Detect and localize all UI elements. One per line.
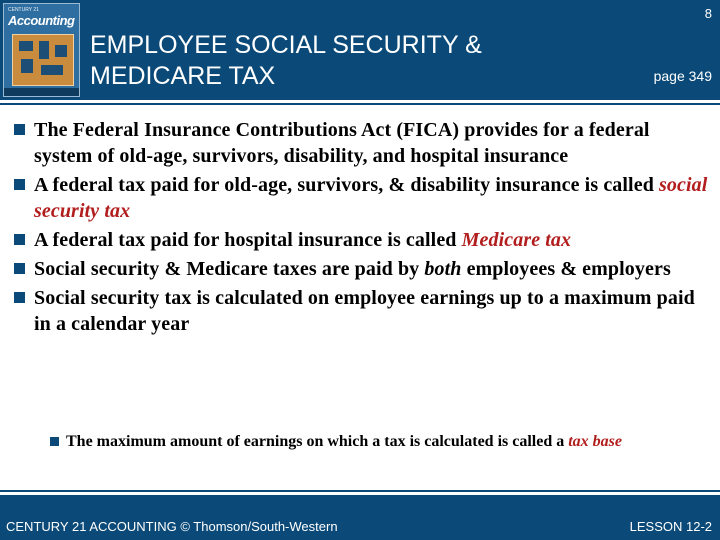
textbook-cover-image — [3, 3, 80, 97]
cover-title: Accounting — [8, 13, 75, 28]
bullet-text: A federal tax paid for hospital insurance is called — [34, 229, 462, 251]
bullet-list — [12, 117, 712, 340]
bullet-item — [12, 172, 712, 224]
cover-small-text: CENTURY 21 — [8, 7, 39, 13]
sub-bullet-text: The maximum amount of earnings on which a tax is calculated is called a — [66, 433, 569, 450]
lesson-label: LESSON 12-2 — [629, 519, 712, 534]
bullet-text: Social security & Medicare taxes are paid by — [34, 258, 425, 280]
slide-number: 8 — [704, 6, 712, 21]
footer-divider — [0, 492, 720, 495]
bullet-item — [12, 227, 712, 253]
bullet-item — [12, 117, 712, 169]
emphasis-both: both — [424, 258, 462, 280]
footer-copyright: CENTURY 21 ACCOUNTING © Thomson/South-Western — [6, 519, 338, 534]
title-line-2: MEDICARE TAX — [90, 62, 276, 90]
bullet-text: Social security tax is calculated on employee earnings up to a maximum paid in a calendar year — [34, 287, 695, 335]
term-medicare-tax: Medicare tax — [461, 229, 572, 251]
sub-bullet-square-icon — [50, 437, 59, 446]
page-reference: page 349 — [653, 68, 712, 84]
term-tax-base: tax base — [568, 433, 623, 450]
bullet-square-icon — [14, 263, 25, 274]
slide-title — [90, 30, 482, 92]
bullet-text: The Federal Insurance Contributions Act (FICA) provides for a federal system of old-age, survivors, disability, and hospital insurance — [34, 119, 650, 167]
bullet-item — [12, 256, 712, 282]
cover-artwork — [12, 34, 74, 86]
bullet-item — [12, 285, 712, 337]
bullet-text-end: employees & employers — [461, 258, 671, 280]
cover-strip — [4, 88, 79, 96]
bullet-square-icon — [14, 179, 25, 190]
header-divider-dark — [0, 103, 720, 105]
bullet-square-icon — [14, 234, 25, 245]
bullet-square-icon — [14, 124, 25, 135]
sub-bullet — [50, 431, 716, 453]
title-line-1: EMPLOYEE SOCIAL SECURITY & — [90, 31, 482, 59]
bullet-text: A federal tax paid for old-age, survivors, & disability insurance is called — [34, 174, 660, 196]
term-social-security-tax: social security tax — [34, 174, 708, 222]
bullet-square-icon — [14, 292, 25, 303]
